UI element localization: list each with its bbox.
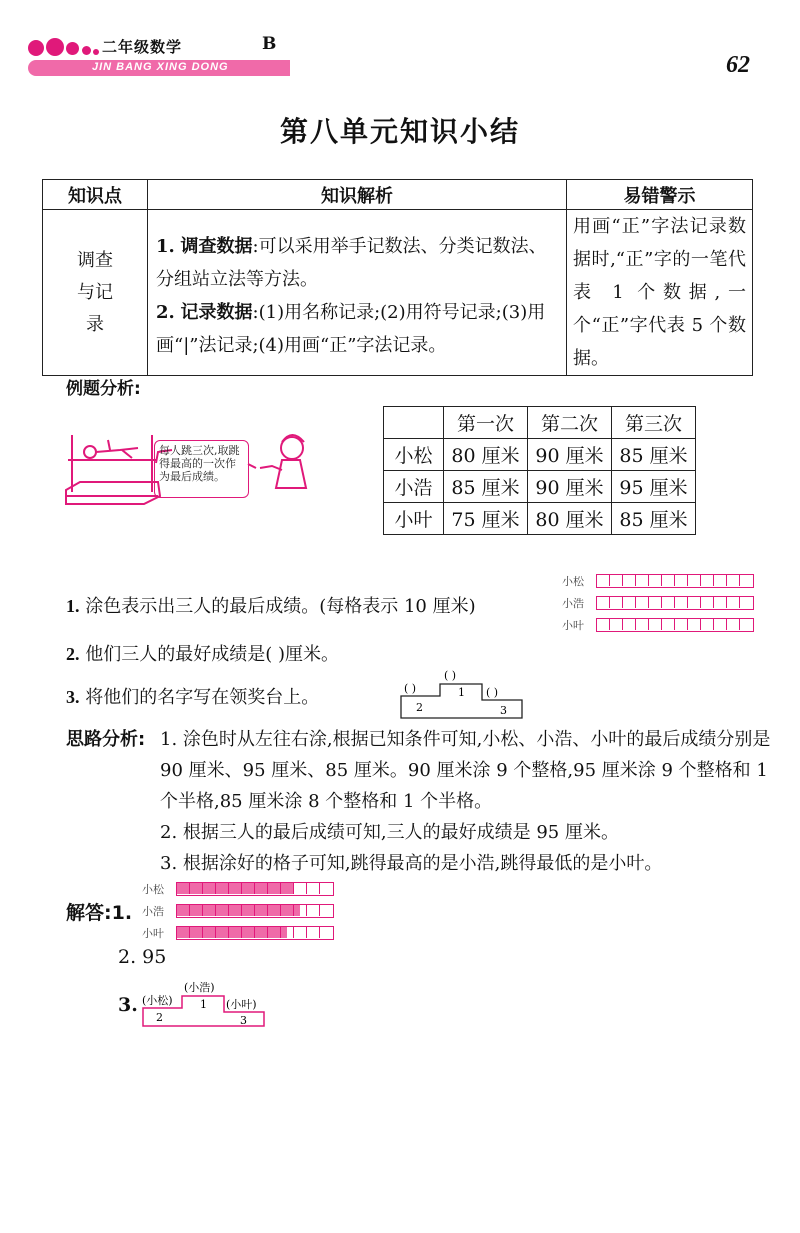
grid-cell-fill [177,927,189,938]
edition-label: B [262,34,277,54]
grid-cell [636,597,649,608]
podium-blank-right: ( ) [486,686,499,699]
podium-place-3: 3 [240,1014,247,1027]
podium-blank [398,666,526,720]
grid-cell-fill [268,883,280,894]
analysis-item-2-text: :(1)用名称记录;(2)用符号记录;(3)用画“|”法记录;(4)用画“正”字法记录。 [156,301,546,356]
grid-cell [740,619,753,630]
grid-cell [662,619,675,630]
grid-cell [255,927,268,938]
answer-lead [66,898,132,925]
question-2-num: 2. [66,644,80,664]
grid-cell-fill [255,927,267,938]
grid-cell-fill [281,883,293,894]
grid-row [562,574,754,588]
grid-cell [649,597,662,608]
answer-3-num: 3. [118,994,138,1016]
example-label: 例题分析: [66,379,141,399]
analysis-para-3: 3. 根据涂好的格子可知,跳得最高的是小浩,跳得最低的是小叶。 [160,853,663,874]
podium-place-2: 2 [416,701,423,714]
speech-pointer-right [248,464,256,468]
podium-blank-left: ( ) [404,682,417,695]
grid-cell-fill [242,883,254,894]
grid-cell [268,927,281,938]
score-value: 80 厘米 [444,439,528,471]
book-title: 二年级数学 [102,38,183,56]
grid-cell [740,597,753,608]
analysis-block [66,724,776,879]
analysis-item-2 [156,296,558,362]
grid-cell [597,619,610,630]
grid-cell [610,619,623,630]
grid-cell [255,905,268,916]
grid-cell [307,905,320,916]
grid-cell [597,597,610,608]
decor-dot [93,49,99,55]
grid-cell [610,575,623,586]
table-row [384,471,696,503]
speech-bubble: 每人跳三次,取跳得最高的一次作为最后成绩。 [154,440,249,498]
decor-dot [28,40,44,56]
grid-cell [229,905,242,916]
grid-cell [662,575,675,586]
score-value: 90 厘米 [528,471,612,503]
girl-body-icon [276,460,306,488]
score-value: 90 厘米 [528,439,612,471]
grid-cell-fill [203,905,215,916]
grid-cell [714,597,727,608]
grid-cells [596,574,754,588]
grid-row [142,904,334,918]
grid-cell [320,927,333,938]
question-3-num: 3. [66,687,80,707]
grid-row-name: 小松 [562,575,584,588]
podium-answer [140,978,268,1030]
grid-cell [190,927,203,938]
warning-cell: 用画“正”字法记录数据时,“正”字的一笔代表 1 个数据,一个“正”字代表 5 个数据。 [567,210,753,376]
podium-place-1: 1 [458,686,465,699]
grid-cell [701,619,714,630]
grid-row [142,926,334,940]
grid-row-name: 小浩 [562,597,584,610]
grid-cell [307,927,320,938]
page-title: 第八单元知识小结 [279,115,520,148]
grid-cell [203,905,216,916]
grid-cell [281,883,294,894]
grid-cell [255,883,268,894]
table-header-row [43,180,753,210]
grid-cell-fill [216,927,228,938]
grid-cell [190,905,203,916]
analysis-item-1-head: 调查数据 [180,235,253,257]
grid-cell [216,883,229,894]
analysis-item-1-num: 1. [156,235,175,257]
grid-cell [623,619,636,630]
grid-cell-fill [281,905,293,916]
grid-cell [675,597,688,608]
podium-place-3: 3 [500,704,507,717]
grid-cell-fill [255,905,267,916]
grid-cell [623,575,636,586]
grid-row [142,882,334,896]
grid-cell [688,619,701,630]
grid-cell [320,905,333,916]
knowledge-summary-table [42,179,753,376]
podium-place-1: 1 [200,998,207,1011]
mat-icon [66,482,160,504]
grid-cell-fill [294,905,300,916]
score-name: 小松 [384,439,444,471]
grid-cells [596,618,754,632]
grid-cell [203,927,216,938]
grid-cells [176,904,334,918]
grid-cell-fill [229,905,241,916]
grid-cell [294,905,307,916]
grid-cell [242,883,255,894]
score-header-row [384,407,696,439]
grid-cell [216,905,229,916]
score-value: 75 厘米 [444,503,528,535]
grid-cell-fill [203,927,215,938]
podium-blank-center: ( ) [444,669,457,682]
jumper-head-icon [84,446,96,458]
thinking-analysis [66,724,776,879]
grid-cell-fill [268,927,280,938]
grid-cell-fill [281,927,287,938]
grid-cell [294,927,307,938]
grid-cell [701,575,714,586]
grid-cell-fill [190,905,202,916]
podium-answer-center: (小浩) [184,981,215,994]
grid-cell [662,597,675,608]
grid-cell [320,883,333,894]
question-1 [66,592,476,618]
analysis-para-2: 2. 根据三人的最后成绩可知,三人的最好成绩是 95 厘米。 [160,822,619,843]
score-value: 85 厘米 [612,439,696,471]
grid-cells [176,882,334,896]
analysis-item-2-num: 2. [156,301,175,323]
grid-cell [714,619,727,630]
grid-cell [675,575,688,586]
question-2 [66,640,339,666]
grid-cell [727,619,740,630]
grid-cell-fill [242,905,254,916]
analysis-item-1-text: :可以采用举手记数法、分类记数法、分组站立法等方法。 [156,235,547,290]
grid-cell [268,905,281,916]
decor-dot [46,38,64,56]
grid-cell-fill [190,883,202,894]
score-header-third: 第三次 [612,407,696,439]
grid-cell-fill [268,905,280,916]
grid-cell [688,597,701,608]
empty-grid [562,574,762,634]
score-name: 小叶 [384,503,444,535]
grid-cell [727,575,740,586]
grid-cell-fill [255,883,267,894]
grid-row-name: 小浩 [142,905,164,918]
decor-dot [66,42,79,55]
decor-dot [82,46,91,55]
grid-cell [675,619,688,630]
page-number: 62 [726,52,750,78]
grid-cell [636,575,649,586]
header-knowledge-point: 知识点 [43,180,148,210]
grid-cell-fill [177,883,189,894]
grid-cell [649,575,662,586]
analysis-item-1 [156,230,558,296]
question-1-num: 1. [66,596,80,616]
score-value: 85 厘米 [612,503,696,535]
table-row [384,503,696,535]
grid-cell-fill [216,905,228,916]
grid-cell [229,927,242,938]
grid-cell [177,883,190,894]
table-row [43,210,753,376]
score-table [383,406,696,535]
score-header-blank [384,407,444,439]
filled-grid [142,882,342,942]
grid-cell [242,905,255,916]
analysis-lead: 思路分析: [66,729,146,750]
jumper-body-icon [96,440,138,458]
grid-row-name: 小叶 [562,619,584,632]
analysis-body [160,724,776,879]
grid-row [562,618,754,632]
girl-arm-icon [260,466,282,470]
grid-cells [596,596,754,610]
question-3 [66,683,319,709]
grid-cell [177,927,190,938]
grid-cell [714,575,727,586]
score-header-second: 第二次 [528,407,612,439]
grid-cell [294,883,307,894]
grid-cell [636,619,649,630]
grid-cell [281,905,294,916]
answer-label: 解答: [66,902,112,924]
header-analysis: 知识解析 [148,180,567,210]
grid-cell-fill [190,927,202,938]
question-1-text: 涂色表示出三人的最后成绩。(每格表示 10 厘米) [85,596,476,617]
question-2-text: 他们三人的最好成绩是( )厘米。 [85,644,339,665]
grid-cell [610,597,623,608]
grid-cell-fill [242,927,254,938]
grid-cell-fill [229,883,241,894]
grid-cell [740,575,753,586]
question-3-text: 将他们的名字写在领奖台上。 [85,687,320,708]
grid-cell [688,575,701,586]
score-value: 80 厘米 [528,503,612,535]
grid-cell-fill [216,883,228,894]
grid-row [562,596,754,610]
knowledge-point-text: 调查与记录 [77,249,113,335]
grid-cell [649,619,662,630]
score-header-first: 第一次 [444,407,528,439]
grid-cells [176,926,334,940]
table-row [384,439,696,471]
podium-answer-right: (小叶) [226,998,257,1011]
grid-cell-fill [229,927,241,938]
grid-cell [281,927,294,938]
header-warning: 易错警示 [567,180,753,210]
grid-cell [623,597,636,608]
grid-cell-fill [177,905,189,916]
answer-1-num: 1. [111,902,133,924]
page-header [0,0,800,90]
answer-2: 2. 95 [118,946,167,968]
grid-cell [190,883,203,894]
header-pinyin: JIN BANG XING DONG [92,61,229,73]
podium-place-2: 2 [156,1011,163,1024]
grid-cell [216,927,229,938]
grid-cell [242,927,255,938]
podium-answer-left: (小松) [142,994,173,1007]
knowledge-point-cell [43,210,148,376]
score-name: 小浩 [384,471,444,503]
analysis-item-2-head: 记录数据 [180,301,253,323]
grid-cell [203,883,216,894]
grid-cell-fill [203,883,215,894]
grid-cell [597,575,610,586]
score-value: 85 厘米 [444,471,528,503]
grid-row-name: 小松 [142,883,164,896]
grid-cell [307,883,320,894]
score-value: 95 厘米 [612,471,696,503]
grid-row-name: 小叶 [142,927,164,940]
grid-cell [701,597,714,608]
analysis-cell [148,210,567,376]
analysis-para-1: 1. 涂色时从左往右涂,根据已知条件可知,小松、小浩、小叶的最后成绩分别是 90 厘米、95 厘米、85 厘米。90 厘米涂 9 个整格,95 厘米涂 9 个整格和 1 个半格,85 厘米涂 8 个整格和 1 个半格。 [160,729,771,812]
grid-cell [229,883,242,894]
grid-cell [177,905,190,916]
grid-cell [268,883,281,894]
grid-cell [727,597,740,608]
